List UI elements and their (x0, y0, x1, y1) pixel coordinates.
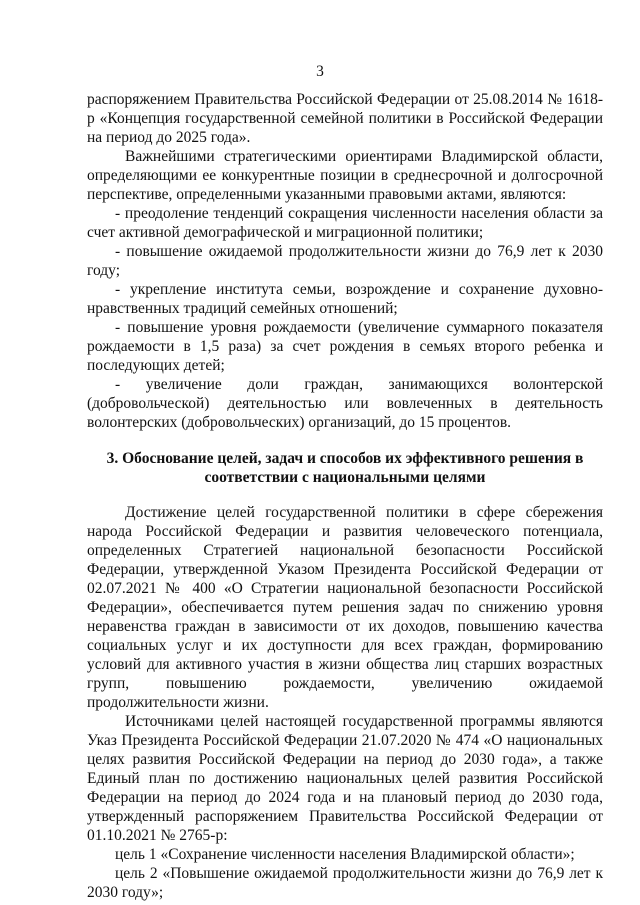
page-number: 3 (316, 63, 324, 80)
document-body (87, 90, 603, 902)
list-item-life-expectancy: - повышение ожидаемой продолжительности жизни до 76,9 лет к 2030 году; (87, 243, 603, 279)
list-item-birth-rate: - повышение уровня рождаемости (увеличение суммарного показателя рождаемости в 1,5 раза) за счет рождения в семьях второго ребенка и последующих детей; (87, 319, 603, 374)
list-item-volunteers: - увеличение доли граждан, занимающихся волонтерской (добровольческой) деятельностью или вовлеченных в деятельность волонтерских (добровольческих) организаций, до 15 процентов. (87, 376, 603, 431)
goal-2: цель 2 «Повышение ожидаемой продолжительности жизни до 76,9 лет к 2030 году»; (87, 865, 603, 901)
paragraph-goal-sources: Источниками целей настоящей государственной программы являются Указ Президента Российской Федерации 21.07.2020 № 474 «О национальных целях развития Российской Федерации на период до 2030 года», а также Единый план по достижению национальных целей развития Российской Федерации на период до 2024 года и на плановый период до 2030 года, утвержденный распоряжением Правительства Российской Федерации от 01.10.2021 № 2765-р: (87, 713, 603, 844)
paragraph-concept-reference: распоряжением Правительства Российской Федерации от 25.08.2014 № 1618-р «Концепция государственной семейной политики в Российской Федерации на период до 2025 года». (87, 91, 603, 146)
section-heading: 3. Обоснование целей, задач и способов их эффективного решения в соответствии с национальными целями (106, 450, 584, 486)
paragraph-strategic-guidelines: Важнейшими стратегическими ориентирами Владимирской области, определяющими ее конкурентные позиции в среднесрочной и долгосрочной перспективе, определенными указанными правовыми актами, являются: (87, 148, 603, 203)
goal-1: цель 1 «Сохранение численности населения Владимирской области»; (115, 846, 575, 863)
list-item-family: - укрепление института семьи, возрождение и сохранение духовно-нравственных традиций семейных отношений; (87, 281, 603, 317)
paragraph-national-security: Достижение целей государственной политики в сфере сбережения народа Российской Федерации и развития человеческого потенциала, определенных Стратегией национальной безопасности Российской Федерации, утвержденной Указом Президента Российской Федерации от 02.07.2021 № 400 «О Стратегии национальной безопасности Российской Федерации», обеспечивается путем решения задач по снижению уровня неравенства граждан в зависимости от их доходов, повышению качества социальных услуг и их доступности для всех граждан, формированию условий для активного участия в жизни общества лиц старших возрастных групп, повышению рождаемости, увеличению ожидаемой продолжительности жизни. (87, 504, 603, 711)
list-item-population: - преодоление тенденций сокращения численности населения области за счет активной демографической и миграционной политики; (87, 205, 603, 241)
